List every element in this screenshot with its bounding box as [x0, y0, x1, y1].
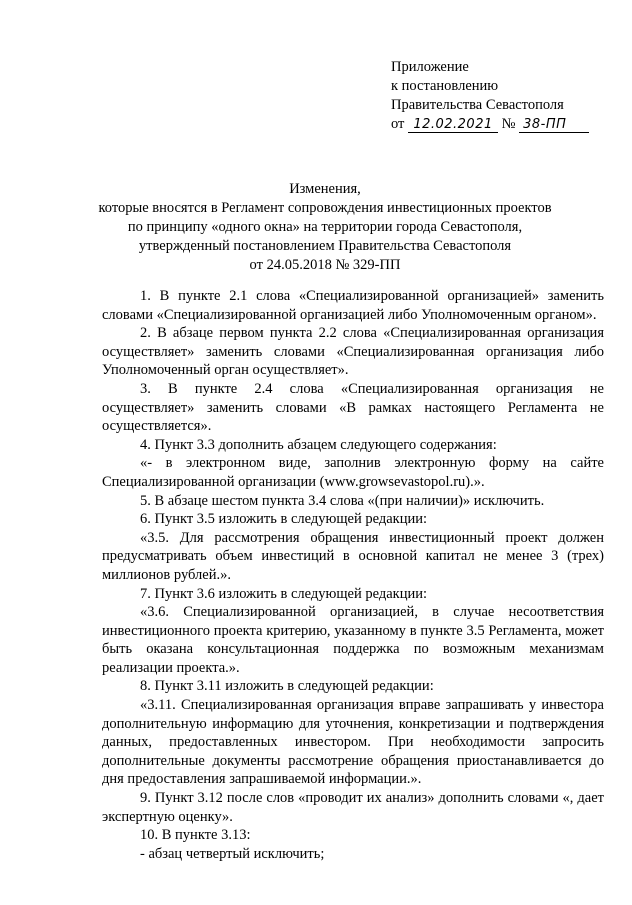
paragraph: 9. Пункт 3.12 после слов «проводит их анализ» дополнить словами «, дает экспертную оценку».	[102, 790, 604, 825]
paragraph: 8. Пункт 3.11 изложить в следующей редакции:	[140, 678, 434, 695]
title-line-3: по принципу «одного окна» на территории города Севастополя,	[127, 219, 523, 235]
title-line-4: утвержденный постановлением Правительства Севастополя	[138, 238, 512, 254]
from-label: от	[391, 116, 405, 132]
paragraph: 3. В пункте 2.4 слова «Специализированная организация не осуществляет» заменить словами «В рамках настоящего Регламента не осуществляется».	[102, 380, 604, 435]
number-label: №	[501, 116, 516, 132]
document-body	[102, 287, 604, 863]
handwritten-date: 12.02.2021	[408, 117, 498, 133]
handwritten-number: 38-ПП	[519, 117, 589, 133]
paragraph: «3.5. Для рассмотрения обращения инвестиционный проект должен предусматривать объем инвестиций в основной капитал не менее 3 (трех) миллионов рублей.».	[102, 529, 604, 583]
paragraph: 6. Пункт 3.5 изложить в следующей редакции:	[140, 511, 428, 528]
paragraph: 1. В пункте 2.1 слова «Специализированной организацией» заменить словами «Специализированной организацией либо Уполномоченным органом».	[102, 288, 604, 323]
appendix-line-3: Правительства Севастополя	[391, 97, 564, 113]
document-title	[60, 180, 590, 275]
title-line-5: от 24.05.2018 № 329-ПП	[249, 257, 401, 273]
title-line-1: Изменения,	[289, 181, 361, 197]
paragraph: «3.11. Специализированная организация вправе запрашивать у инвестора дополнительную информацию для уточнения, конкретизации и подтверждения данных, предоставленных инвестором. При необходимости запросить дополнительные документы рассмотрение обращения приостанавливается до дня предоставления запрашиваемой информации.».	[102, 697, 604, 788]
appendix-date-line	[391, 115, 589, 134]
paragraph: 7. Пункт 3.6 изложить в следующей редакции:	[140, 585, 428, 602]
appendix-line-2: к постановлению	[391, 78, 499, 94]
appendix-header	[391, 58, 589, 134]
paragraph: 5. В абзаце шестом пункта 3.4 слова «(при наличии)» исключить.	[140, 492, 545, 509]
paragraph: - абзац четвертый исключить;	[140, 845, 325, 862]
paragraph: 2. В абзаце первом пункта 2.2 слова «Специализированная организация осуществляет» заменить словами «Специализированная организация либо Уполномоченный орган осуществляет».	[102, 325, 604, 379]
title-line-2: которые вносятся в Регламент сопровождения инвестиционных проектов	[98, 200, 552, 216]
paragraph: «3.6. Специализированной организацией, в случае несоответствия инвестиционного проекта критерию, указанному в пункте 3.5 Регламента, может быть оказана консультационная поддержка по возможным механизмам реализации проекта.».	[102, 604, 604, 676]
paragraph: 10. В пункте 3.13:	[140, 827, 251, 844]
paragraph: 4. Пункт 3.3 дополнить абзацем следующего содержания:	[140, 436, 497, 453]
paragraph: «- в электронном виде, заполнив электронную форму на сайте Специализированной организации (www.growsevastopol.ru).».	[102, 455, 604, 490]
appendix-line-1: Приложение	[391, 59, 469, 75]
